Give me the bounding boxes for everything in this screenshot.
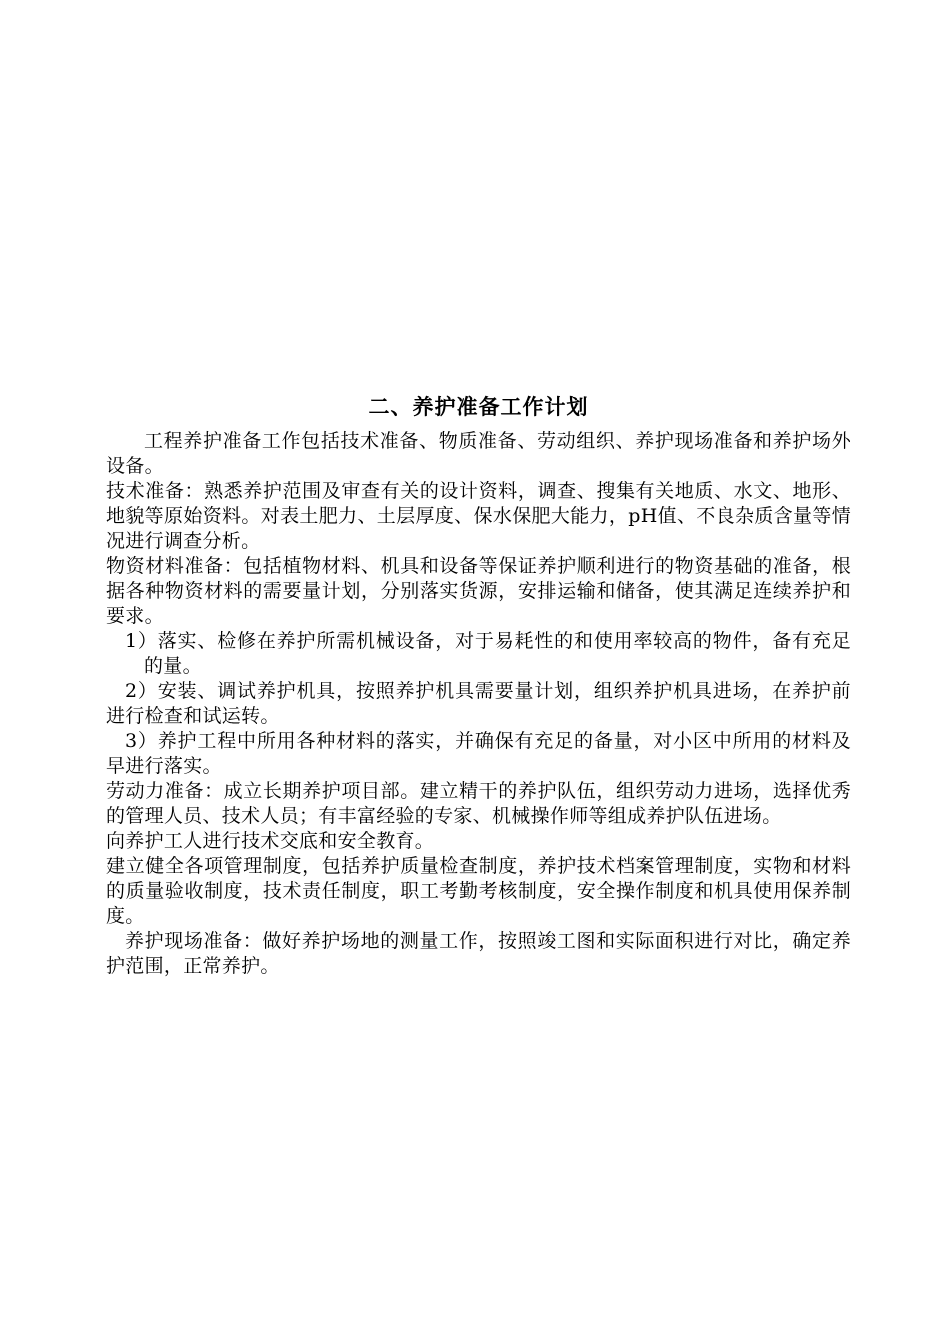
paragraph-site-prep: 养护现场准备：做好养护场地的测量工作，按照竣工图和实际面积进行对比，确定养护范围，正常养护。: [106, 930, 851, 977]
paragraph-management-systems: 建立健全各项管理制度，包括养护质量检查制度，养护技术档案管理制度，实物和材料的质量验收制度，技术责任制度，职工考勤考核制度，安全操作制度和机具使用保养制度。: [106, 855, 851, 927]
list-item-3: 3）养护工程中所用各种材料的落实，并确保有充足的备量，对小区中所用的材料及早进行落实。: [106, 730, 851, 777]
list-item-2: 2）安装、调试养护机具，按照养护机具需要量计划，组织养护机具进场，在养护前进行检查和试运转。: [106, 680, 851, 727]
paragraph-material-prep: 物资材料准备：包括植物材料、机具和设备等保证养护顺利进行的物资基础的准备，根据各种物资材料的需要量计划，分别落实货源，安排运输和储备，使其满足连续养护和要求。: [106, 555, 851, 627]
paragraph-safety-education: 向养护工人进行技术交底和安全教育。: [106, 830, 435, 852]
document-page: [106, 392, 851, 979]
list-item-1: 1）落实、检修在养护所需机械设备，对于易耗性的和使用率较高的物件，备有充足的量。: [125, 630, 851, 677]
section-title: 二、养护准备工作计划: [368, 395, 589, 419]
paragraph-intro: 工程养护准备工作包括技术准备、物质准备、劳动组织、养护现场准备和养护场外设备。: [106, 430, 851, 477]
paragraph-labor-prep: 劳动力准备：成立长期养护项目部。建立精干的养护队伍，组织劳动力进场，选择优秀的管理人员、技术人员；有丰富经验的专家、机械操作师等组成养护队伍进场。: [106, 780, 851, 827]
paragraph-technical-prep: 技术准备：熟悉养护范围及审查有关的设计资料，调查、搜集有关地质、水文、地形、地貌等原始资料。对表土肥力、土层厚度、保水保肥大能力，pH值、不良杂质含量等情况进行调查分析。: [106, 480, 851, 552]
